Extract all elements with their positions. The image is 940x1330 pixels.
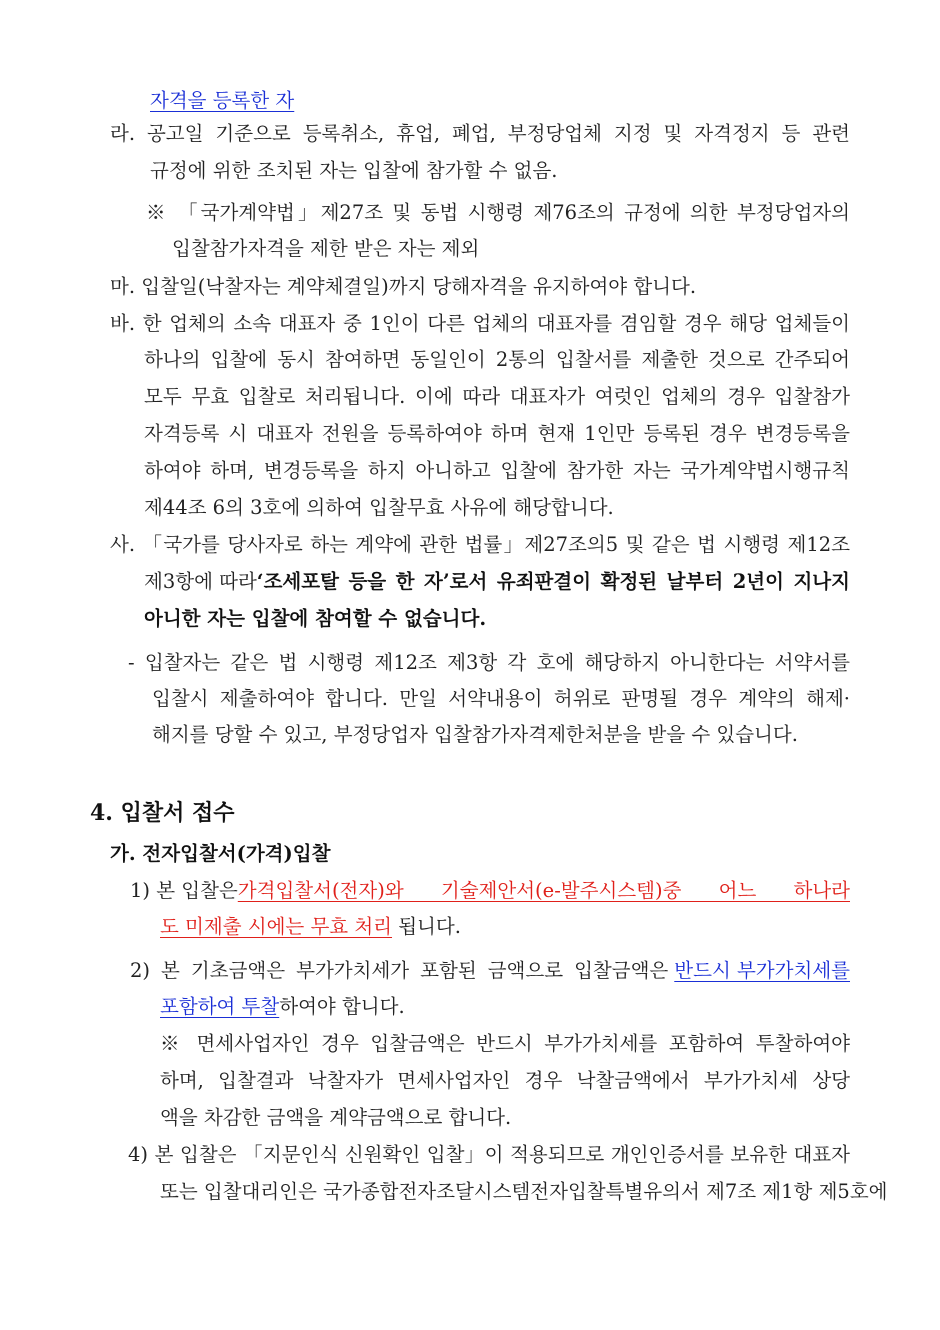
item-2-plain: 2) 본 기초금액은 부가가치세가 포함된 금액으로 입찰금액은 <box>130 959 669 982</box>
clause-ra: 라. 공고일 기준으로 등록취소, 휴업, 폐업, 부정당업체 지정 및 자격정지 등 관련 <box>110 122 850 145</box>
tax-exempt-note: ※ 면세사업자인 경우 입찰금액은 반드시 부가가치세를 포함하여 투찰하여야 <box>160 1032 850 1055</box>
clause-ba-line3: 모두 무효 입찰로 처리됩니다. 이에 따라 대표자가 여럿인 업체의 경우 입찰참가 <box>144 385 850 408</box>
item-2-cont <box>160 994 405 1020</box>
qualification-registered-text: 자격을 등록한 자 <box>150 89 295 112</box>
note-national-contract-act-cont: 입찰참가자격을 제한 받은 자는 제외 <box>172 237 480 260</box>
clause-sa-bold-cont: 아니한 자는 입찰에 참여할 수 없습니다. <box>144 607 487 630</box>
item-1-red-cont: 도 미제출 시에는 무효 처리 <box>160 915 393 938</box>
clause-ba: 바. 한 업체의 소속 대표자 중 1인이 다른 업체의 대표자를 겸임할 경우 해당 업체들이 <box>110 312 850 335</box>
clause-ra-cont: 규정에 위한 조치된 자는 입찰에 참가할 수 없음. <box>150 159 558 182</box>
clause-sa-bold-text: ‘조세포탈 등을 한 자’로서 유죄판결이 확정된 날부터 2년이 지나지 <box>256 570 850 593</box>
item-2-blue-text: 반드시 부가가치세를 <box>674 959 850 982</box>
item-1-cont <box>160 914 461 940</box>
note-national-contract-act: ※ 「국가계약법」제27조 및 동법 시행령 제76조의 규정에 의한 부정당업자의 <box>146 201 850 224</box>
pledge-note-line2: 입찰시 제출하여야 합니다. 만일 서약내용이 허위로 판명될 경우 계약의 해제· <box>152 687 850 710</box>
item-1-red-text: 가격입찰서(전자)와 기술제안서(e-발주시스템)중 어느 하나라 <box>237 879 850 902</box>
clause-sa-line2 <box>144 569 850 595</box>
item-2-cont-plain: 하여야 합니다. <box>279 995 405 1018</box>
item-2-blue-cont: 포함하여 투찰 <box>160 995 280 1018</box>
tax-exempt-note-line2: 하며, 입찰결과 낙찰자가 면세사업자인 경우 낙찰금액에서 부가가치세 상당 <box>160 1069 850 1092</box>
item-1 <box>130 878 850 904</box>
item-4: 4) 본 입찰은 「지문인식 신원확인 입찰」이 적용되므로 개인인증서를 보유한 대표자 <box>128 1143 850 1166</box>
item-1-cont-plain: 됩니다. <box>392 915 461 938</box>
clause-sa: 사. 「국가를 당사자로 하는 계약에 관한 법률」제27조의5 및 같은 법 시행령 제12조 <box>110 533 850 556</box>
clause-ma: 마. 입찰일(낙찰자는 계약체결일)까지 당해자격을 유지하여야 합니다. <box>110 275 697 298</box>
clause-sa-line2-plain: 제3항에 따라 <box>144 570 257 593</box>
section-4-heading: 4. 입찰서 접수 <box>90 800 235 826</box>
subsection-ga-heading: 가. 전자입찰서(가격)입찰 <box>110 842 331 865</box>
pledge-note: - 입찰자는 같은 법 시행령 제12조 제3항 각 호에 해당하지 아니한다는 서약서를 <box>128 651 850 674</box>
clause-ba-line6: 제44조 6의 3호에 의하여 입찰무효 사유에 해당합니다. <box>144 496 614 519</box>
clause-ba-line5: 하여야 하며, 변경등록을 하지 아니하고 입찰에 참가한 자는 국가계약법시행규칙 <box>144 459 850 482</box>
tax-exempt-note-line3: 액을 차감한 금액을 계약금액으로 합니다. <box>160 1106 512 1129</box>
item-4-cont: 또는 입찰대리인은 국가종합전자조달시스템전자입찰특별유의서 제7조 제1항 제5호에 <box>160 1180 888 1203</box>
clause-ba-line2: 하나의 입찰에 동시 참여하면 동일인이 2통의 입찰서를 제출한 것으로 간주되어 <box>144 348 850 371</box>
item-1-plain: 1) 본 입찰은 <box>130 879 238 902</box>
clause-ba-line4: 자격등록 시 대표자 전원을 등록하여야 하며 현재 1인만 등록된 경우 변경등록을 <box>144 422 850 445</box>
item-2 <box>130 958 850 984</box>
pledge-note-line3: 해지를 당할 수 있고, 부정당업자 입찰참가자격제한처분을 받을 수 있습니다. <box>152 723 798 746</box>
